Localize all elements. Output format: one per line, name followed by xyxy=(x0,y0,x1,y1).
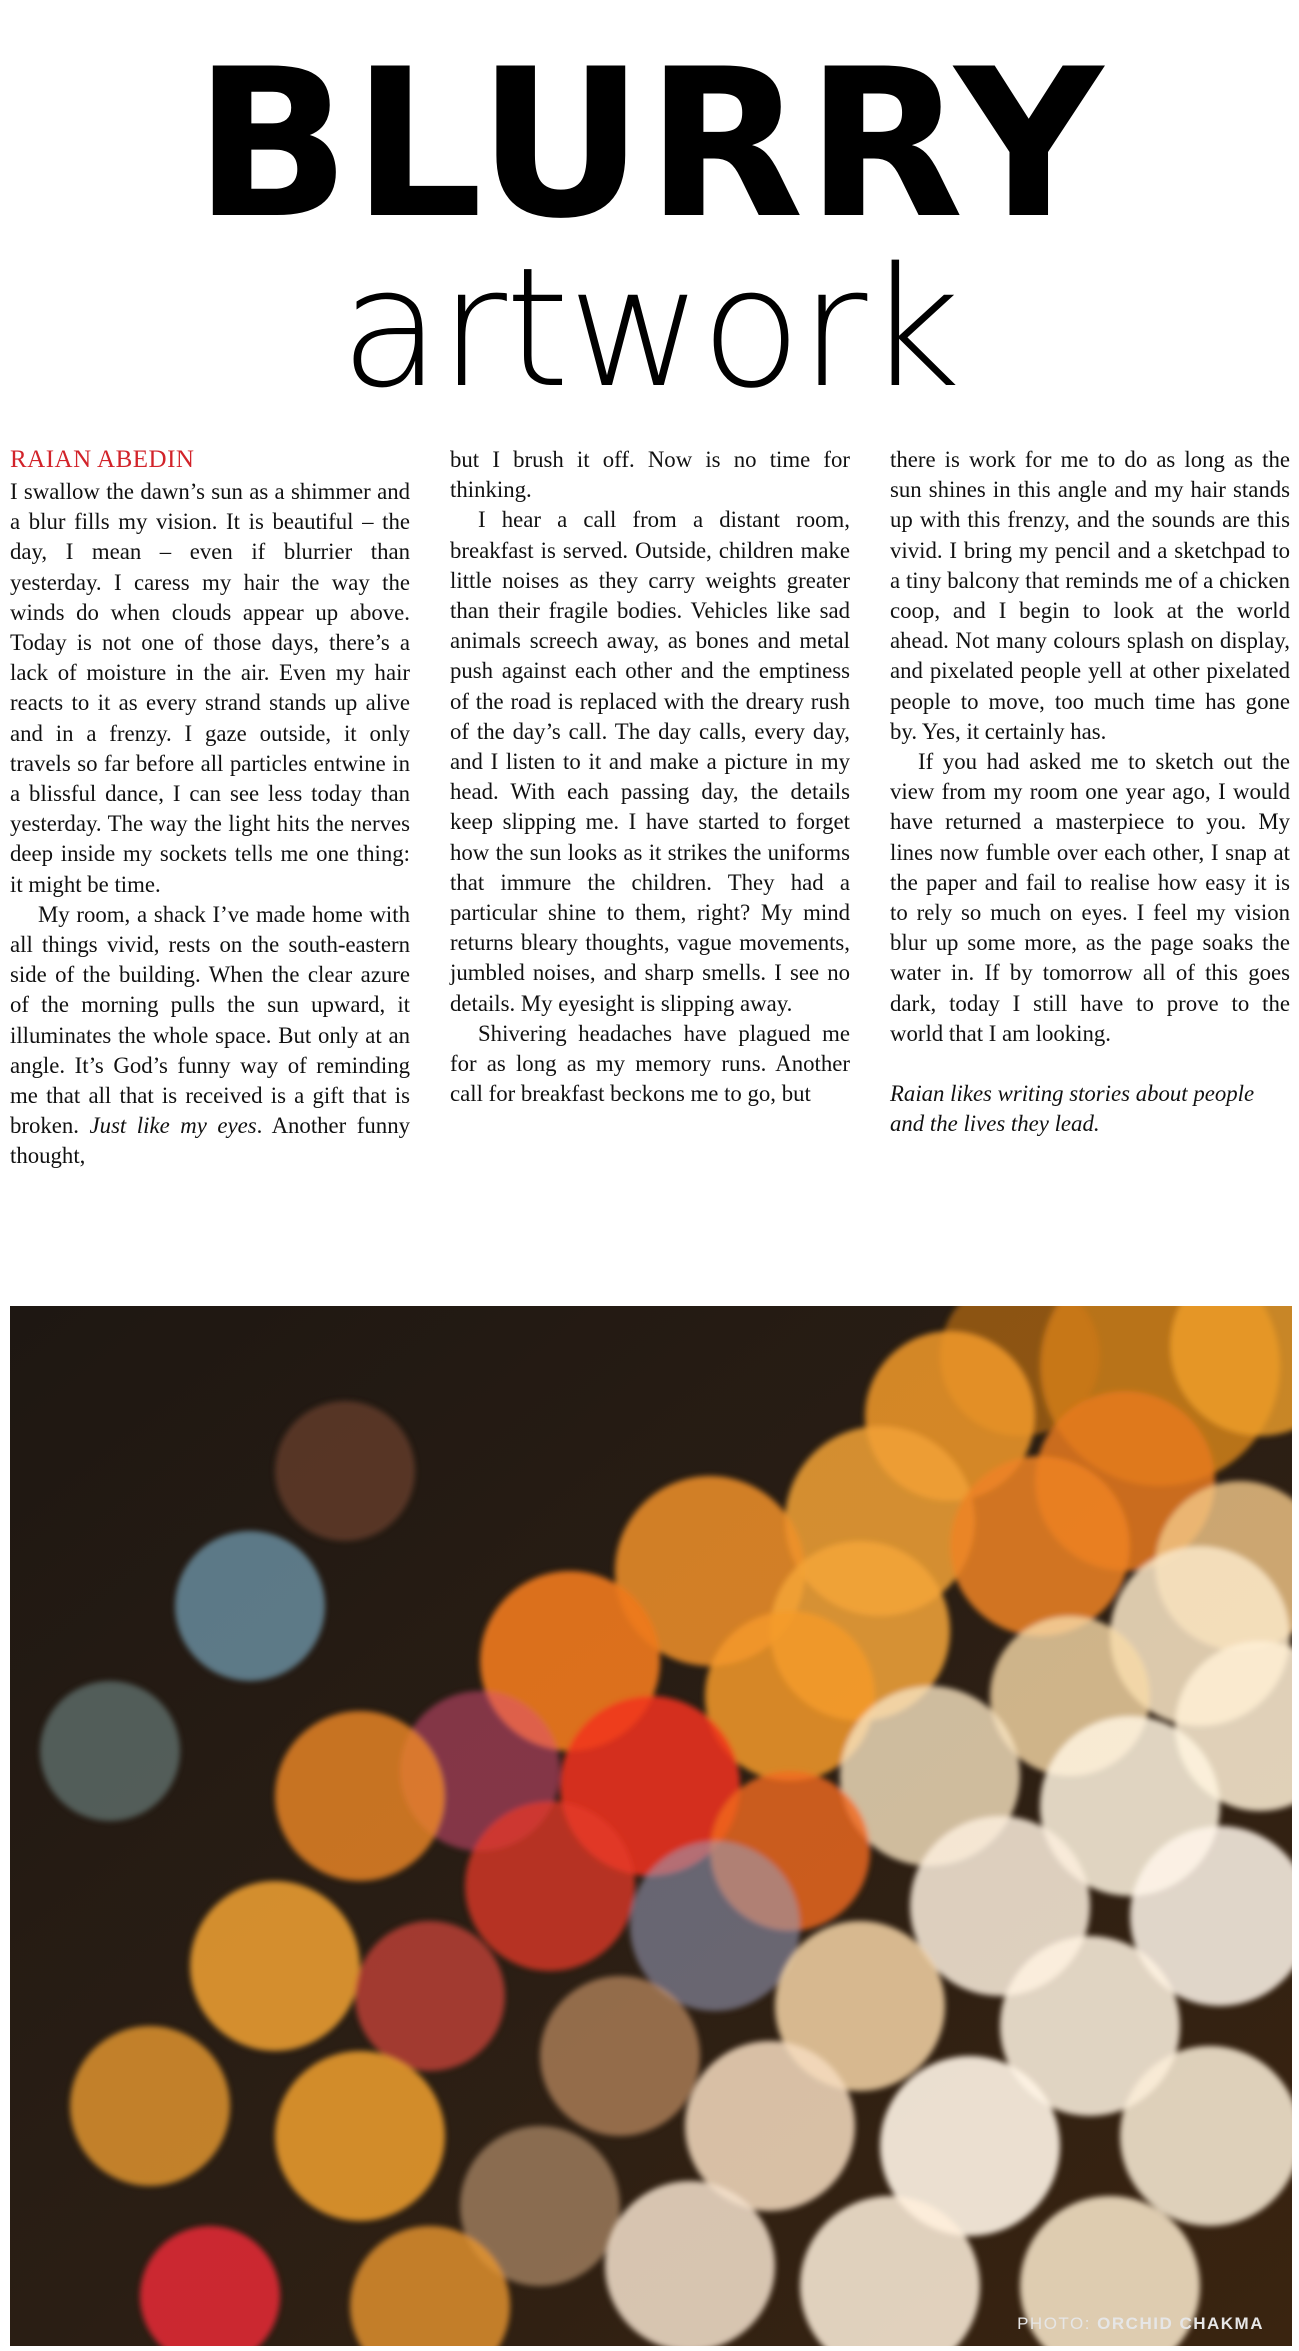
paragraph: there is work for me to do as long as the sun shines in this angle and my hair stands up with this frenzy, and the sounds are this vivid. I bring my pencil and a sketchpad to a tiny balcony that reminds me of a chicken coop, and I begin to look at the world ahead. Not many colours splash on display, and pixelated people yell at other pixelated people to move, too much time has gone by. Yes, it certainly has. xyxy=(890,447,1290,744)
paragraph: My room, a shack I’ve made home with all things vivid, rests on the south-eastern side of the building. When the clear azure of the morning pulls the sun upward, it illuminates the whole space. But only at an angle. It’s God’s funny way of reminding me that all that is received is a gift that is broken. Just like my eyes. Another funny thought, xyxy=(10,901,410,1169)
paragraph: I hear a call from a distant room, breakfast is served. Outside, children make little noises as they carry weights greater than their fragile bodies. Vehicles like sad animals screech away, as bones and metal push against each other and the emptiness of the road is replaced with the dreary rush of the day’s call. The day calls, every day, and I listen to it and make a picture in my head. With each passing day, the details keep slipping me. I have started to forget how the sun looks as it strikes the uniforms that immure the children. They had a particular shine to them, right? My mind returns bleary thoughts, vague movements, jumbled noises, and sharp smells. I see no details. My eyesight is slipping away. xyxy=(450,507,850,1016)
bokeh-photo xyxy=(10,1306,1292,2346)
article-body xyxy=(10,445,1290,1285)
paragraph: I swallow the dawn’s sun as a shimmer and a blur fills my vision. It is beautiful – the day, I mean – even if blurrier than yesterday. I caress my hair the way the winds do when clouds appear up above. Today is not one of those days, there’s a lack of moisture in the air. Even my hair reacts to it as every strand stands up alive and in a frenzy. I gaze outside, it only travels so far before all particles entwine in a blissful dance, I can see less today than yesterday. The way the light hits the nerves deep inside my sockets tells me one thing: it might be time. xyxy=(10,479,410,897)
paragraph: If you had asked me to sketch out the view from my room one year ago, I would have returned a masterpiece to you. My lines now fumble over each other, I snap at the paper and fail to realise how easy it is to rely so much on eyes. I feel my vision blur up some more, as the page soaks the water in. If by tomorrow all of this goes dark, today I still have to prove to the world that I am looking. xyxy=(890,749,1290,1046)
author-byline: RAIAN ABEDIN xyxy=(10,446,195,473)
paragraph: but I brush it off. Now is no time for thinking. xyxy=(450,447,850,503)
column-2 xyxy=(450,445,850,1285)
paragraph: Shivering headaches have plagued me for as long as my memory runs. Another call for breakfast beckons me to go, but xyxy=(450,1020,850,1107)
italic-phrase: Just like my eyes xyxy=(89,1113,257,1139)
headline: BLURRY xyxy=(194,26,1105,264)
photo-credit: PHOTO: ORCHID CHAKMA xyxy=(1017,2314,1264,2333)
column-1 xyxy=(10,445,410,1285)
author-bio: Raian likes writing stories about people and the lives they lead. xyxy=(890,1081,1255,1137)
column-3 xyxy=(890,445,1290,1285)
headline-subtitle: artwork xyxy=(340,232,959,424)
